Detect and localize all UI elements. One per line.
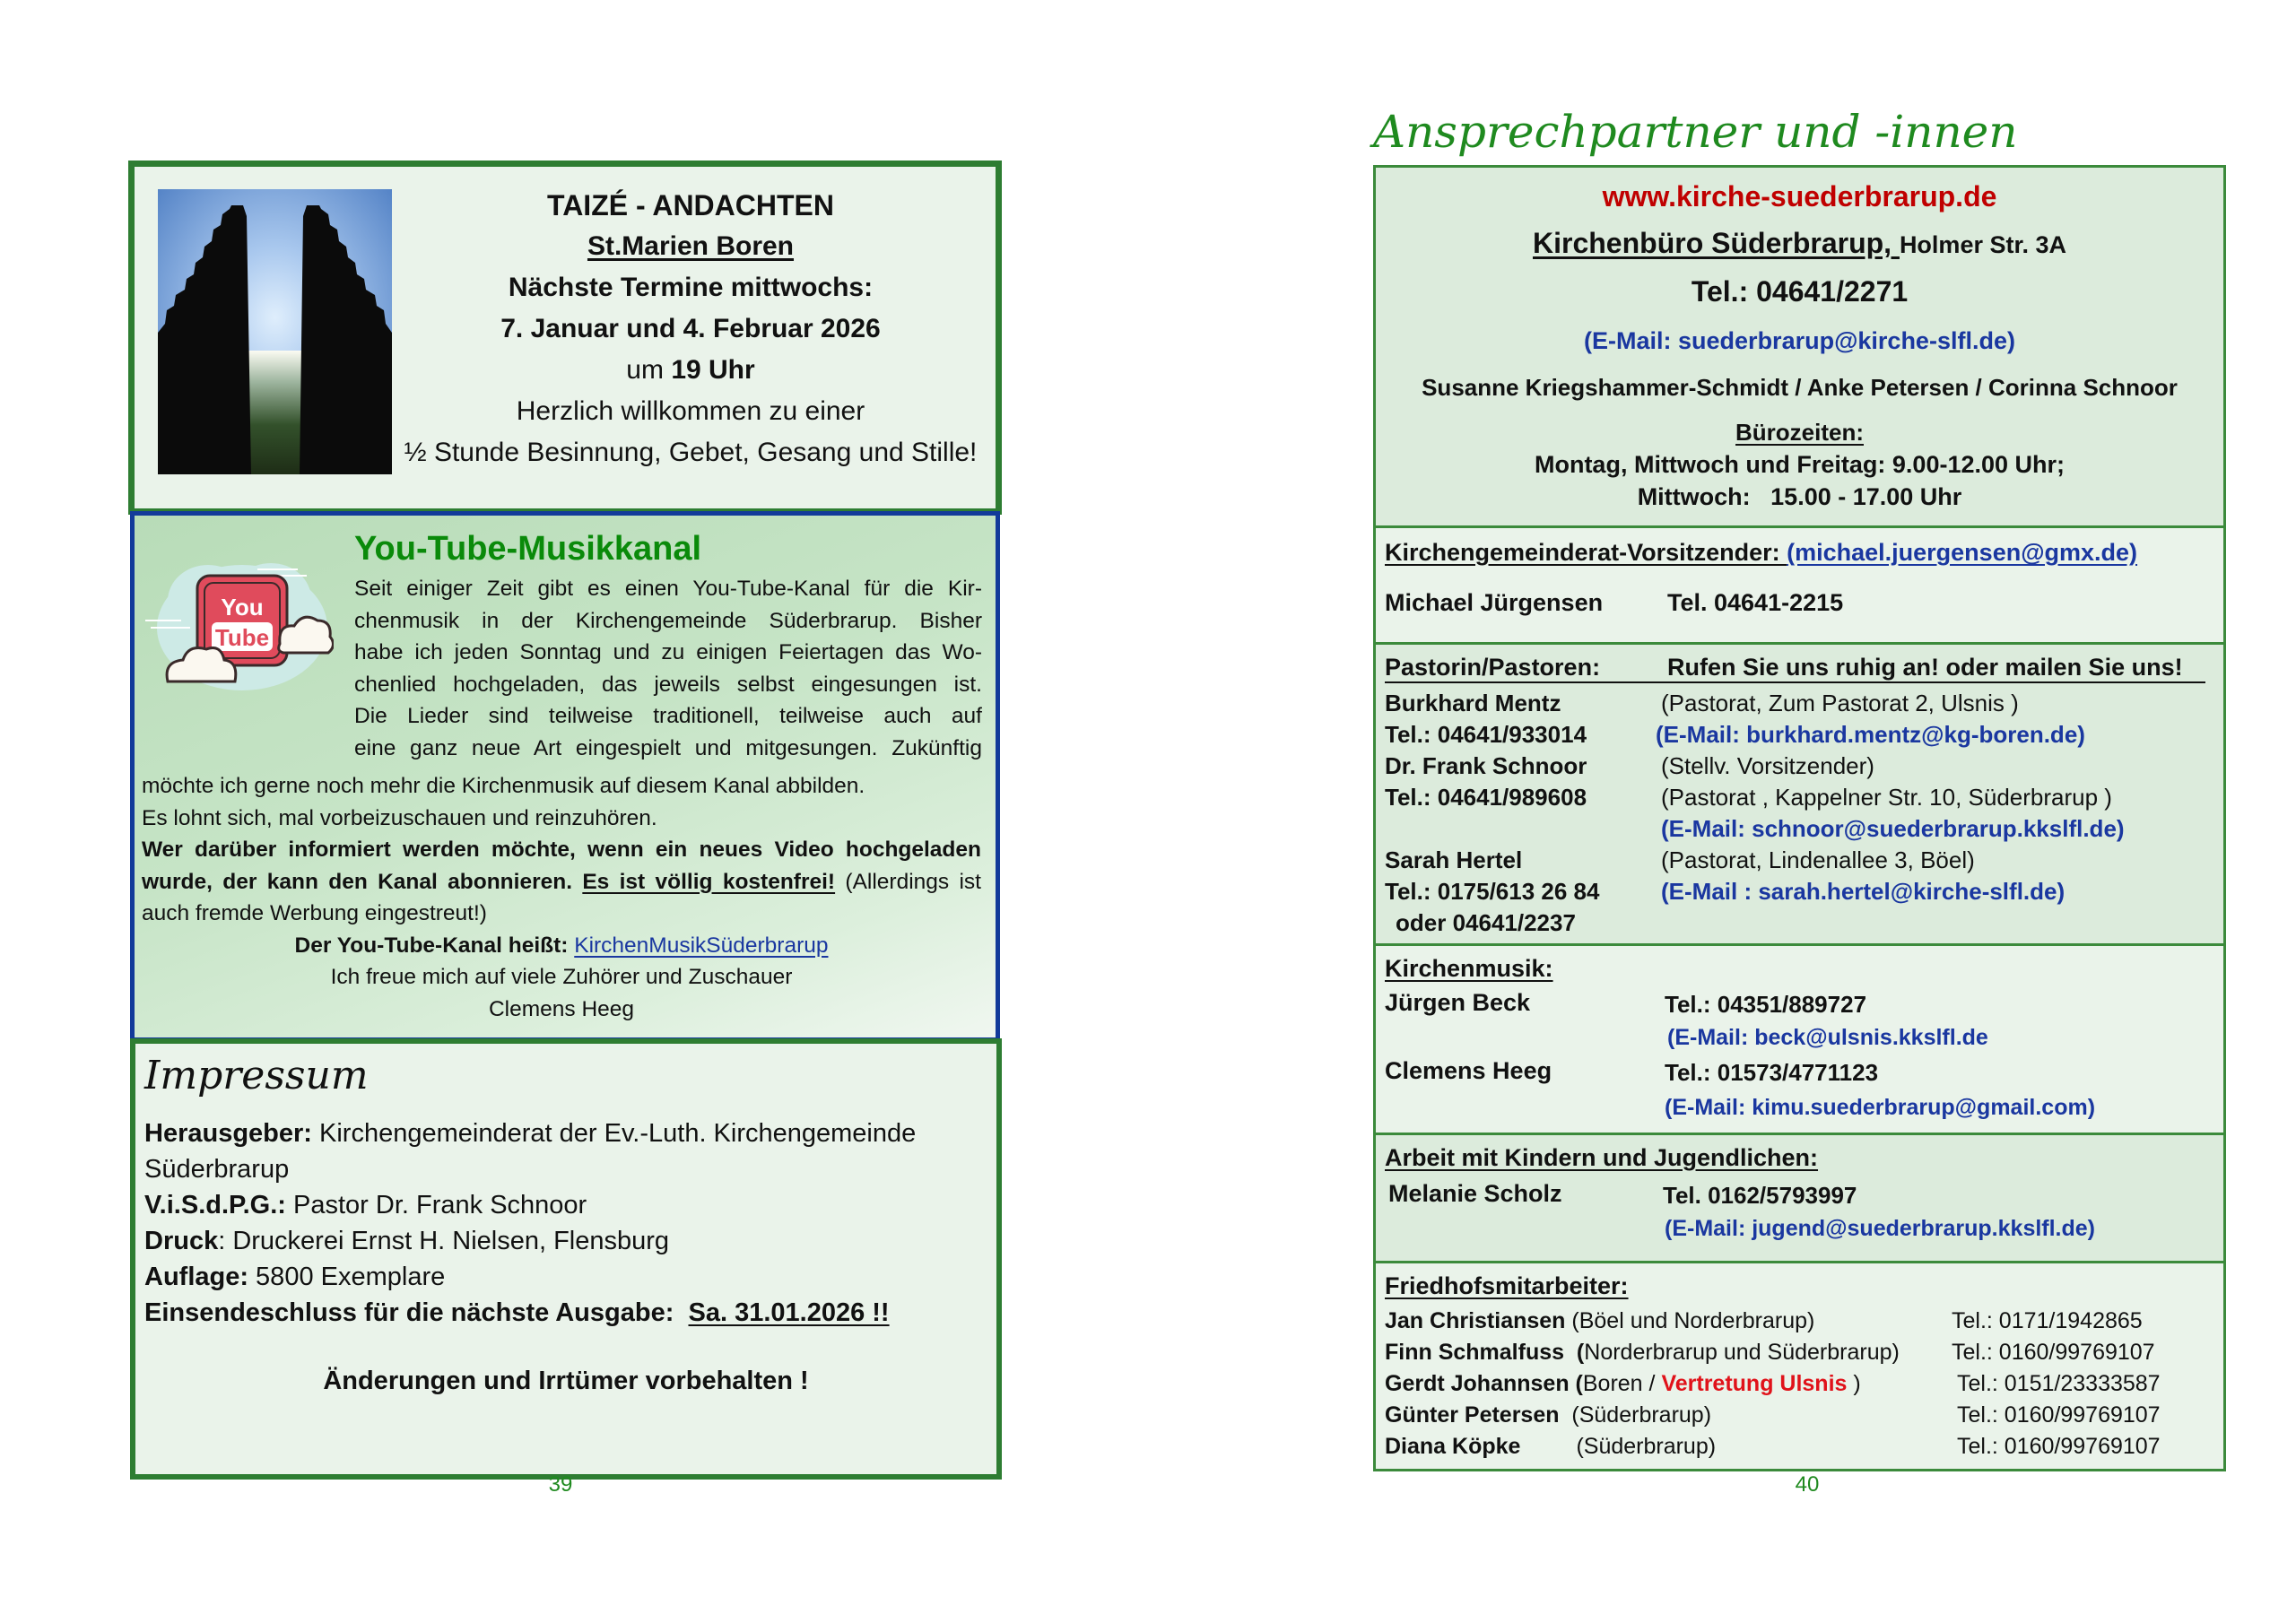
cemetery-phone: Tel.: 0151/23333587 (1957, 1371, 2161, 1396)
impressum-publisher-value: Kirchengemeinderat der Ev.-Luth. Kirchengemeinde Süderbrarup (144, 1119, 917, 1184)
cemetery-area-end: ) (1847, 1371, 1861, 1396)
pastor-email[interactable]: (E-Mail: burkhard.mentz@kg-boren.de) (1656, 721, 2085, 748)
pastor-email[interactable]: (E-Mail: schnoor@suederbrarup.kkslfl.de) (1661, 815, 2125, 842)
council-name: Michael Jürgensen (1385, 589, 1604, 616)
impressum-title: Impressum (144, 1053, 369, 1098)
impressum-print-label: Druck (144, 1227, 219, 1255)
youtube-ads-note: (Allerdings ist auch fremde Werbung eingestreut!) (142, 869, 981, 925)
cemetery-row (1385, 1371, 1861, 1397)
youtube-body-line: Seit einiger Zeit gibt es einen You-Tube-Kanal für die Kir- (354, 577, 982, 601)
taize-location: St.Marien Boren (587, 231, 795, 261)
cemetery-name: Finn Schmalfuss ( (1385, 1340, 1585, 1365)
impressum-disclaimer: Änderungen und Irrtümer vorbehalten ! (323, 1367, 809, 1395)
office-phone: Tel.: 04641/2271 (1691, 275, 1909, 308)
taize-gate-photo (158, 189, 392, 474)
pastor-row-left: Sarah Hertel (1385, 846, 1523, 873)
impressum-edition-value: 5800 Exemplare (248, 1263, 446, 1291)
office-heading (1376, 227, 2223, 260)
pastors-slogan: Rufen Sie uns ruhig an! oder mailen Sie uns! (1667, 654, 2183, 681)
taize-dates: 7. Januar und 4. Februar 2026 (500, 314, 881, 343)
cemetery-name: Jan Christiansen (1385, 1308, 1566, 1333)
council-email[interactable]: (michael.juergensen@gmx.de) (1787, 539, 2138, 566)
impressum-deadline-value: Sa. 31.01.2026 !! (688, 1298, 890, 1327)
youtube-box (130, 511, 1000, 1042)
impressum-box (130, 1038, 1002, 1480)
council-heading (1385, 539, 2137, 567)
taize-time-prefix: um (626, 355, 672, 385)
cemetery-label: Friedhofsmitarbeiter: (1385, 1272, 1629, 1299)
cemetery-phone: Tel.: 0160/99769107 (1957, 1434, 2161, 1459)
pastor-row-left: Tel.: 04641/933014 (1385, 721, 1587, 748)
office-hours-1: Montag, Mittwoch und Freitag: 9.00-12.00 Uhr; (1534, 451, 2066, 478)
impressum-lines (144, 1115, 987, 1331)
taize-description: ½ Stunde Besinnung, Gebet, Gesang und Stille! (404, 438, 978, 467)
pastor-row-left: oder 04641/2237 (1396, 909, 1576, 936)
youth-email[interactable]: (E-Mail: jugend@suederbrarup.kkslfl.de) (1665, 1216, 2096, 1241)
office-email[interactable]: (E-Mail: suederbrarup@kirche-slfl.de) (1584, 327, 2015, 354)
music-email[interactable]: (E-Mail: kimu.suederbrarup@gmail.com) (1665, 1095, 2096, 1120)
council-phone: Tel. 04641-2215 (1667, 589, 1844, 616)
pastor-row-left: Tel.: 04641/989608 (1385, 784, 1587, 811)
pastors-label: Pastorin/Pastoren: (1385, 654, 1601, 681)
music-phone: Tel.: 01573/4771123 (1665, 1059, 1879, 1086)
council-label: Kirchengemeinderat-Vorsitzender: (1385, 539, 1787, 566)
music-section (1376, 946, 2223, 1135)
youtube-title: You-Tube-Musikkanal (354, 530, 702, 568)
pastor-row-left: Dr. Frank Schnoor (1385, 752, 1587, 779)
youtube-free-note: Es ist völlig kostenfrei! (582, 869, 836, 894)
youth-label: Arbeit mit Kindern und Jugendlichen: (1385, 1144, 1819, 1171)
cemetery-phone: Tel.: 0160/99769107 (1952, 1340, 2155, 1365)
contacts-title: Ansprechpartner und -innen (1373, 106, 2018, 158)
council-section (1376, 528, 2223, 645)
youtube-closing: Ich freue mich auf viele Zuhörer und Zuschauer (330, 965, 793, 989)
youtube-icon-text-top: You (221, 594, 264, 621)
office-section (1376, 168, 2223, 528)
youtube-body-line: habe ich jeden Sonntag und zu einigen Feiertagen das Wo- (354, 640, 982, 664)
office-hours-label: Bürozeiten: (1735, 419, 1864, 446)
website-link[interactable]: www.kirche-suederbrarup.de (1602, 180, 1997, 213)
music-email[interactable]: (E-Mail: beck@ulsnis.kkslfl.de (1667, 1025, 1988, 1050)
cemetery-area-highlight: Vertretung Ulsnis (1661, 1371, 1848, 1396)
cemetery-name: Diana Köpke (1385, 1434, 1521, 1459)
youtube-icon-text-bottom: Tube (214, 624, 270, 651)
office-name: Kirchenbüro Süderbrarup, (1533, 227, 1900, 259)
impressum-edition (144, 1259, 987, 1295)
pastor-row-left: Tel.: 0175/613 26 84 (1385, 878, 1600, 905)
music-phone: Tel.: 04351/889727 (1665, 991, 1867, 1018)
youth-section (1376, 1135, 2223, 1263)
cemetery-area: (Süderbrarup) (1559, 1402, 1712, 1428)
pastor-row-right: (Pastorat, Zum Pastorat 2, Ulsnis ) (1661, 690, 2019, 716)
youth-phone: Tel. 0162/5793997 (1663, 1182, 1857, 1209)
music-label: Kirchenmusik: (1385, 955, 1553, 982)
youtube-subscribe-text: Wer darüber informiert werden möchte, wenn ein neues Video hochgeladen wurde, der kann den Kanal abonnieren. (142, 838, 981, 894)
cemetery-phone: Tel.: 0171/1942865 (1952, 1308, 2143, 1333)
pastors-heading (1385, 654, 2205, 683)
pastor-row-right: (Pastorat, Lindenallee 3, Böel) (1661, 846, 1975, 873)
youtube-body-line: Die Lieder sind teilweise traditionell, teilweise auch auf (354, 704, 982, 728)
youtube-body-continued: möchte ich gerne noch mehr die Kirchenmusik auf diesem Kanal abbilden. (142, 774, 865, 798)
cemetery-area: Norderbrarup und Süderbrarup) (1584, 1340, 1900, 1365)
music-name: Clemens Heeg (1385, 1057, 1552, 1084)
cemetery-name: Gerdt Johannsen ( (1385, 1371, 1583, 1396)
cemetery-row (1385, 1308, 1814, 1334)
youtube-body-line: chenlied hochgeladen, das jeweils selbst eingesungen ist. (354, 672, 982, 697)
cemetery-area: (Böel und Norderbrarup) (1565, 1308, 1815, 1333)
youtube-signature: Clemens Heeg (488, 996, 635, 1021)
impressum-edition-label: Auflage: (144, 1263, 248, 1291)
impressum-visdpg (144, 1187, 987, 1223)
pastors-section (1376, 645, 2223, 946)
youtube-body-line: eine ganz neue Art eingespielt und mitgesungen. Zukünftig (354, 735, 982, 760)
youtube-worth-it: Es lohnt sich, mal vorbeizuschauen und reinzuhören. (142, 805, 657, 830)
contacts-box (1373, 165, 2226, 1471)
impressum-deadline (144, 1295, 987, 1331)
page-number-right: 40 (1795, 1472, 1820, 1497)
youtube-channel-line (142, 930, 981, 962)
youtube-channel-link[interactable]: KirchenMusikSüderbrarup (574, 933, 829, 958)
cemetery-phone: Tel.: 0160/99769107 (1957, 1402, 2161, 1428)
cemetery-area: Boren / (1582, 1371, 1662, 1396)
cemetery-name: Günter Petersen (1385, 1402, 1560, 1428)
youth-name: Melanie Scholz (1388, 1180, 1562, 1207)
taize-welcome: Herzlich willkommen zu einer (516, 396, 865, 426)
impressum-print (144, 1223, 987, 1259)
office-hours-2: Mittwoch: 15.00 - 17.00 Uhr (1637, 483, 1962, 510)
impressum-publisher-label: Herausgeber: (144, 1119, 312, 1148)
pastor-row-right: (Pastorat , Kappelner Str. 10, Süderbrarup ) (1661, 784, 2112, 811)
pastor-row-left: Burkhard Mentz (1385, 690, 1561, 716)
taize-next-dates-label: Nächste Termine mittwochs: (508, 273, 874, 302)
office-staff: Susanne Kriegshammer-Schmidt / Anke Petersen / Corinna Schnoor (1422, 374, 2178, 401)
youtube-body-rest (142, 770, 981, 1025)
youtube-body-line: chenmusik in der Kirchengemeinde Süderbrarup. Bisher (354, 608, 982, 633)
cemetery-row (1385, 1434, 1716, 1460)
youtube-subscribe-paragraph (142, 834, 981, 930)
gate-silhouette-image (158, 189, 392, 474)
impressum-publisher (144, 1115, 987, 1187)
taize-time-line (395, 350, 987, 391)
taize-title: TAIZÉ - ANDACHTEN (547, 189, 834, 221)
impressum-visdpg-label: V.i.S.d.P.G.: (144, 1191, 286, 1219)
impressum-visdpg-value: Pastor Dr. Frank Schnoor (285, 1191, 587, 1219)
cemetery-row (1385, 1402, 1711, 1428)
office-address: Holmer Str. 3A (1899, 231, 2066, 258)
cemetery-row (1385, 1340, 1900, 1366)
taize-box (128, 161, 1002, 515)
youtube-icon (145, 547, 334, 699)
impressum-deadline-label: Einsendeschluss für die nächste Ausgabe: (144, 1298, 689, 1327)
music-name: Jürgen Beck (1385, 989, 1531, 1016)
taize-time: 19 Uhr (671, 355, 755, 385)
page-number-left: 39 (548, 1472, 573, 1497)
impressum-print-value: : Druckerei Ernst H. Nielsen, Flensburg (218, 1227, 670, 1255)
youtube-body-intro (354, 573, 982, 764)
cemetery-area: (Süderbrarup) (1576, 1434, 1717, 1459)
youtube-channel-label: Der You-Tube-Kanal heißt: (294, 933, 575, 958)
taize-text (395, 185, 987, 473)
cemetery-section (1376, 1263, 2223, 1469)
pastor-row-right: (Stellv. Vorsitzender) (1661, 752, 1874, 779)
pastor-email[interactable]: (E-Mail : sarah.hertel@kirche-slfl.de) (1661, 878, 2066, 905)
